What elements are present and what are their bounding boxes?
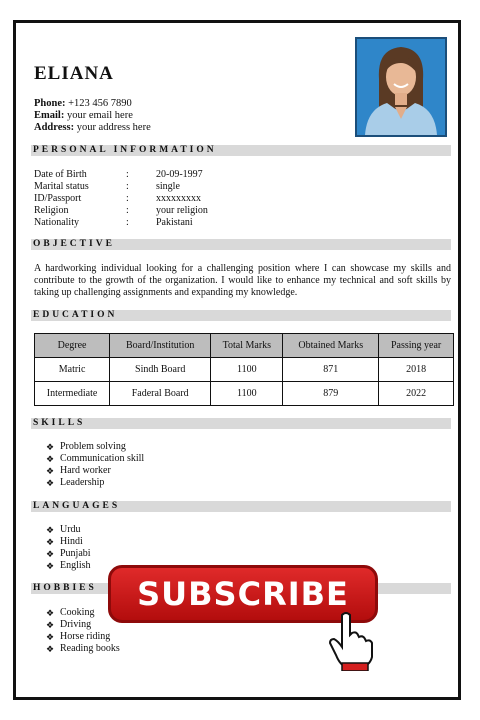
info-row-dob [34,169,334,181]
column-header: Board/Institution [110,334,211,358]
language-text: English [60,560,91,571]
list-item [46,453,144,465]
column-header: Passing year [379,334,454,358]
list-item [46,560,91,572]
language-text: Punjabi [60,548,91,559]
info-row-id-passport [34,193,334,205]
table-cell: 2018 [379,358,454,382]
phone-value: +123 456 7890 [68,98,132,109]
section-hobbies: HOBBIES [31,583,451,594]
info-label: Nationality [34,217,79,228]
table-cell: Faderal Board [110,382,211,406]
table-cell: 871 [283,358,379,382]
table-cell: Intermediate [35,382,110,406]
column-header: Degree [35,334,110,358]
diamond-bullet-icon: ❖ [46,466,55,476]
objective-text: A hardworking individual looking for a challenging position where I can showcase my skills and contribute to the growth of the organization. I would like to enhance my technical and soft skills by taking up challenging assignments and expanding my knowledge. [34,263,451,298]
section-languages: LANGUAGES [31,501,451,512]
list-item [46,441,144,453]
hobby-text: Reading books [60,643,120,654]
phone-line [34,98,132,110]
hobby-text: Cooking [60,607,95,618]
info-label: ID/Passport [34,193,82,204]
table-cell: 1100 [211,358,283,382]
table-row [35,358,454,382]
diamond-bullet-icon: ❖ [46,561,55,571]
diamond-bullet-icon: ❖ [46,478,55,488]
table-row [35,382,454,406]
diamond-bullet-icon: ❖ [46,632,55,642]
info-row-religion [34,205,334,217]
subscribe-button[interactable]: SUBSCRIBE [108,565,378,623]
address-value: your address here [76,122,151,133]
info-separator: : [126,169,129,180]
info-value: Pakistani [156,217,193,228]
table-cell: 1100 [211,382,283,406]
section-education: EDUCATION [31,310,451,321]
diamond-bullet-icon: ❖ [46,454,55,464]
table-cell: Sindh Board [110,358,211,382]
list-item [46,619,120,631]
info-separator: : [126,193,129,204]
email-label: Email: [34,110,65,121]
languages-list [46,524,91,572]
language-text: Hindi [60,536,83,547]
table-cell: 879 [283,382,379,406]
info-row-nationality [34,217,334,229]
skill-text: Hard worker [60,465,111,476]
email-line [34,110,133,122]
skill-text: Problem solving [60,441,126,452]
list-item [46,524,91,536]
section-skills: SKILLS [31,418,451,429]
info-separator: : [126,205,129,216]
section-personal-information: PERSONAL INFORMATION [31,145,451,156]
candidate-name: ELIANA [34,63,114,84]
table-cell: Matric [35,358,110,382]
info-value: your religion [156,205,208,216]
info-value: xxxxxxxxx [156,193,201,204]
table-cell: 2022 [379,382,454,406]
list-item [46,465,144,477]
list-item [46,536,91,548]
diamond-bullet-icon: ❖ [46,525,55,535]
resume-page [13,20,461,700]
phone-label: Phone: [34,98,66,109]
diamond-bullet-icon: ❖ [46,549,55,559]
list-item [46,548,91,560]
hobby-text: Horse riding [60,631,111,642]
pointing-hand-icon [328,611,374,671]
info-label: Marital status [34,181,89,192]
list-item [46,643,120,655]
table-header-row [35,334,454,358]
email-value: your email here [66,110,133,121]
diamond-bullet-icon: ❖ [46,442,55,452]
skill-text: Communication skill [60,453,145,464]
info-label: Date of Birth [34,169,87,180]
info-value: 20-09-1997 [156,169,203,180]
list-item [46,631,120,643]
diamond-bullet-icon: ❖ [46,537,55,547]
skills-list [46,441,144,489]
diamond-bullet-icon: ❖ [46,620,55,630]
column-header: Total Marks [211,334,283,358]
section-objective: OBJECTIVE [31,239,451,250]
profile-photo [355,37,447,137]
portrait-image [357,39,445,135]
diamond-bullet-icon: ❖ [46,644,55,654]
address-line [34,122,151,134]
language-text: Urdu [60,524,81,535]
skill-text: Leadership [60,477,105,488]
education-table [34,333,454,406]
info-separator: : [126,217,129,228]
diamond-bullet-icon: ❖ [46,608,55,618]
info-label: Religion [34,205,69,216]
info-row-marital-status [34,181,334,193]
hobby-text: Driving [60,619,92,630]
info-separator: : [126,181,129,192]
info-value: single [156,181,180,192]
list-item [46,477,144,489]
address-label: Address: [34,122,75,133]
column-header: Obtained Marks [283,334,379,358]
